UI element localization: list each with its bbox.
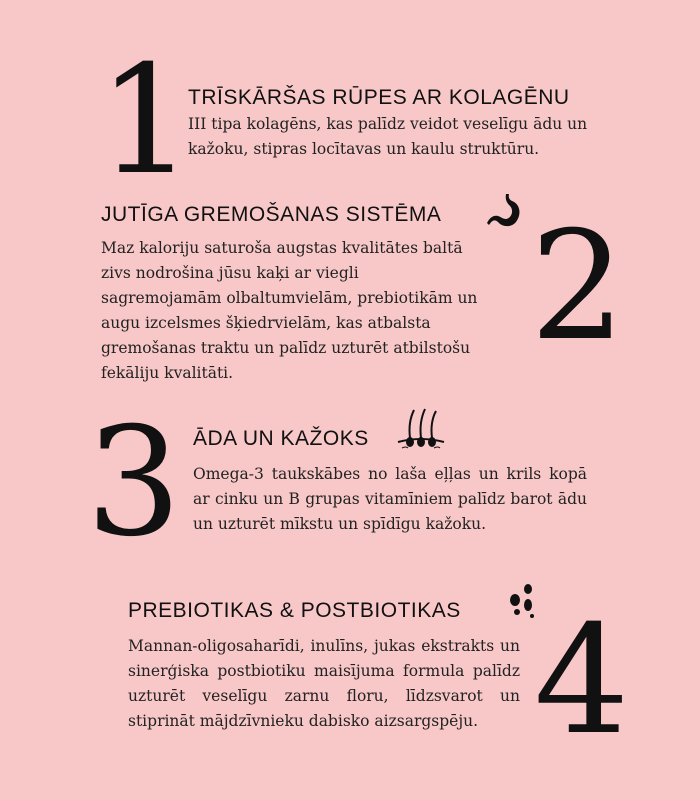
benefit-text-2: Maz kaloriju saturoša augstas kvalitātes baltā zivs nodrošina jūsu kaķi ar viegli sagremojamām olbaltumvielām, prebiotikām un augu izcelsmes šķiedrvielām, kas atbalsta gremošanas traktu un palīdz uzturēt atbilstošu fekāliju kvalitāti. [101, 239, 478, 382]
benefit-title-4: PREBIOTIKAS & POSTBIOTIKAS [128, 599, 461, 622]
hair-follicle-icon [396, 406, 446, 450]
benefit-text-4: Mannan-oligosaharīdi, inulīns, jukas ekstrakts un sinerģiska postbiotiku maisījuma formula palīdz uzturēt veselīgu zarnu floru, līdzsvarot un stiprināt mājdzīvnieku dabisko aizsargspēju. [128, 637, 520, 730]
benefit-title-2: JUTĪGA GREMOŠANAS SISTĒMA [101, 203, 442, 226]
benefit-number-1: 1 [98, 34, 194, 208]
benefit-number-4: 4 [534, 594, 630, 768]
benefit-text-1: III tipa kolagēns, kas palīdz veidot veselīgu ādu un kažoku, stipras locītavas un kaulu struktūru. [188, 115, 588, 158]
benefit-number-2: 2 [530, 200, 626, 374]
benefit-number-3: 3 [86, 396, 182, 570]
benefit-text-3: Omega-3 taukskābes no laša eļļas un krils kopā ar cinku un B grupas vitamīniem palīdz barot ādu un uzturēt mīkstu un spīdīgu kažoku. [193, 465, 587, 533]
stomach-icon [484, 192, 524, 232]
benefit-title-3: ĀDA UN KAŽOKS [193, 427, 369, 450]
benefit-title-1: TRĪSKĀRŠAS RŪPES AR KOLAGĒNU [188, 86, 570, 109]
